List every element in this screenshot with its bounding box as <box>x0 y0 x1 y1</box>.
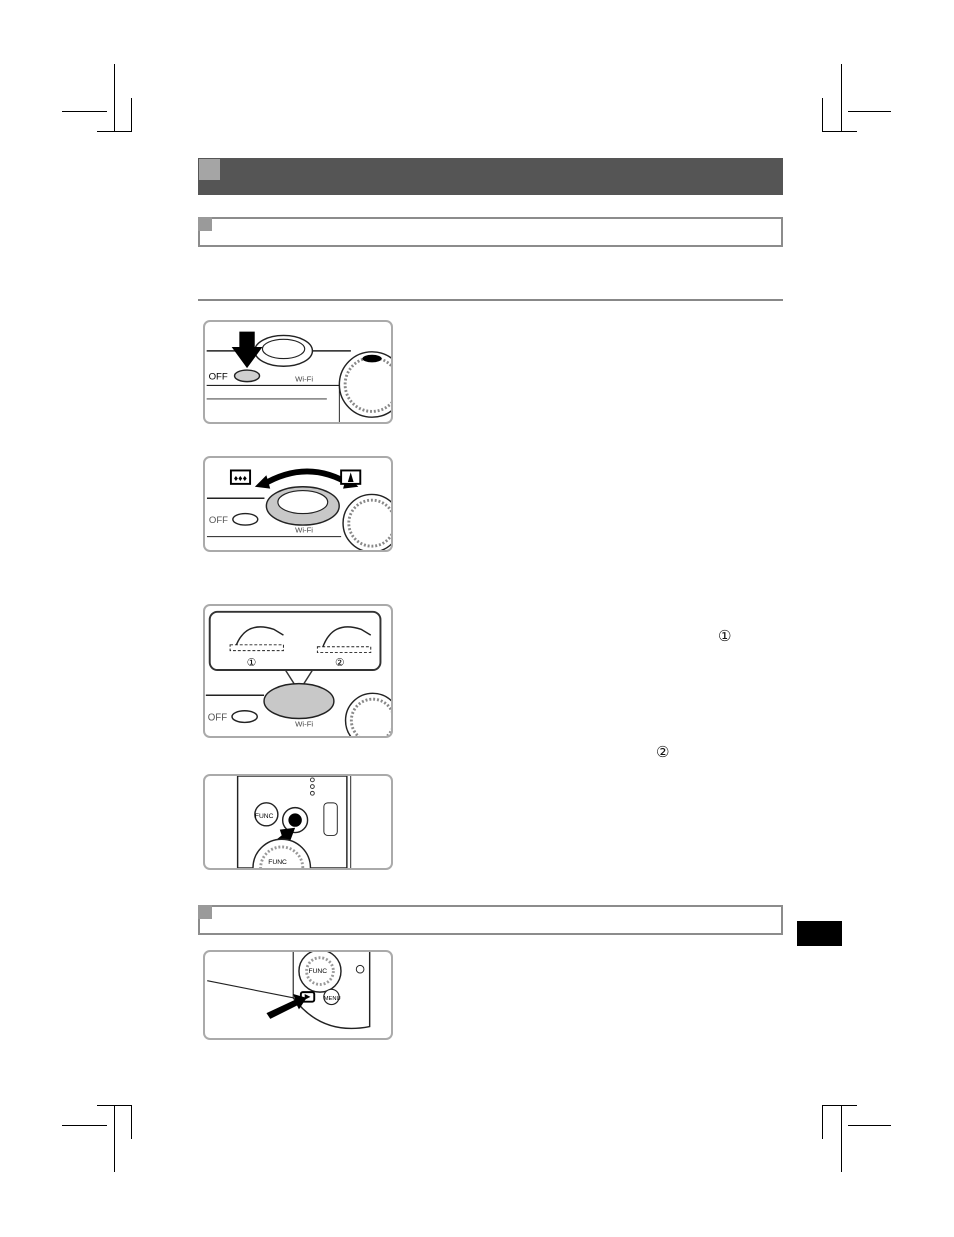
playback-button-drawing <box>205 952 391 1038</box>
crop-mark-br-v <box>841 1105 842 1172</box>
crop-mark-br-v2 <box>822 1105 823 1139</box>
section-header-viewing <box>198 905 783 935</box>
shutter-press-drawing <box>205 606 391 736</box>
zoom-lever-drawing <box>205 458 391 550</box>
off-label: OFF <box>208 371 228 383</box>
crop-mark-tr-h <box>848 111 891 112</box>
crop-mark-tl-v <box>114 64 115 132</box>
half-press-label: ① <box>246 656 257 670</box>
wifi-label: Wi-Fi <box>295 374 314 384</box>
page-tab <box>797 921 842 946</box>
chapter-title-bar <box>198 158 783 195</box>
illustration-zoom-lever <box>203 456 393 552</box>
illustration-shutter-press <box>203 604 393 738</box>
step-marker-half-press: ① <box>718 627 732 645</box>
illustration-movie-button <box>203 774 393 870</box>
crop-mark-tl-v2 <box>131 98 132 132</box>
section-notch <box>198 919 212 935</box>
movie-button-drawing <box>205 776 391 868</box>
menu-label: MENU <box>323 995 341 1002</box>
step-marker-full-press: ② <box>656 743 670 761</box>
wifi-label: Wi-Fi <box>295 719 314 729</box>
full-press-label: ② <box>334 656 345 670</box>
off-label: OFF <box>208 515 229 527</box>
power-button-drawing <box>205 322 391 422</box>
func-top-label: FUNC <box>254 813 274 821</box>
off-label: OFF <box>207 712 228 724</box>
section-square-icon <box>198 905 212 919</box>
wifi-label: Wi-Fi <box>295 525 313 535</box>
crop-mark-tr-h2 <box>822 131 857 132</box>
section-notch <box>198 231 212 247</box>
title-square-icon <box>199 159 220 180</box>
crop-mark-tl-h2 <box>97 131 132 132</box>
crop-mark-bl-v2 <box>131 1105 132 1139</box>
crop-mark-tr-v <box>841 64 842 132</box>
func-label: FUNC <box>308 968 328 976</box>
section-divider <box>198 299 783 301</box>
crop-mark-bl-h2 <box>97 1105 132 1106</box>
crop-mark-bl-h <box>62 1125 107 1126</box>
crop-mark-br-h2 <box>822 1105 857 1106</box>
section-square-icon <box>198 217 212 231</box>
crop-mark-br-h <box>848 1125 891 1126</box>
crop-mark-tr-v2 <box>822 98 823 132</box>
illustration-playback-button <box>203 950 393 1040</box>
crop-mark-bl-v <box>114 1105 115 1172</box>
section-header-shooting <box>198 217 783 247</box>
svg-text:♦♦♦: ♦♦♦ <box>233 473 247 483</box>
illustration-power-button <box>203 320 393 424</box>
func-bottom-label: FUNC <box>268 859 287 867</box>
crop-mark-tl-h <box>62 111 107 112</box>
